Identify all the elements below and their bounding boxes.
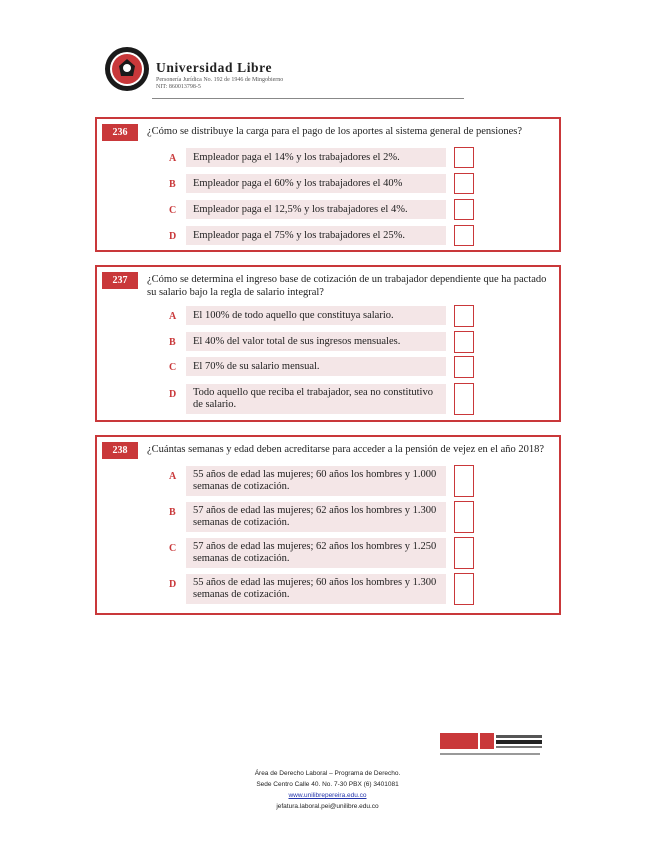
answer-checkbox-238-d[interactable] xyxy=(454,573,474,605)
option-letter: A xyxy=(169,153,177,164)
footer-department: Área de Derecho Laboral – Programa de Derecho. xyxy=(254,770,401,777)
option-text: El 70% de su salario mensual. xyxy=(193,361,320,372)
option-text: 55 años de edad las mujeres; 60 años los hombres y 1.300 semanas de cotización. xyxy=(193,577,437,600)
university-name: Universidad Libre xyxy=(156,60,273,75)
side-vertical-mark xyxy=(549,728,557,768)
university-seal-logo xyxy=(104,46,150,92)
option-text: Empleador paga el 60% y los trabajadores el 40% xyxy=(193,178,403,189)
option-letter: A xyxy=(169,471,177,482)
option-letter: B xyxy=(169,179,176,190)
question-card-236 xyxy=(95,117,561,252)
footer-website-row xyxy=(0,792,655,799)
option-letter: C xyxy=(169,362,177,373)
option-letter: B xyxy=(169,337,176,348)
question-number: 236 xyxy=(102,124,138,141)
answer-checkbox-237-a[interactable] xyxy=(454,305,474,327)
option-letter: C xyxy=(169,543,177,554)
option-letter: D xyxy=(169,389,177,400)
footer-email[interactable]: jefatura.laboral.pei@unilibre.edu.co xyxy=(276,803,379,810)
option-text: 57 años de edad las mujeres; 62 años los hombres y 1.300 semanas de cotización. xyxy=(193,505,437,528)
option-text: Empleador paga el 75% y los trabajadores el 25%. xyxy=(193,230,405,241)
answer-checkbox-237-b[interactable] xyxy=(454,331,474,353)
option-text: Empleador paga el 14% y los trabajadores el 2%. xyxy=(193,152,400,163)
option-letter: A xyxy=(169,311,177,322)
option-text: 55 años de edad las mujeres; 60 años los hombres y 1.000 semanas de cotización. xyxy=(193,469,437,492)
option-text: El 40% del valor total de sus ingresos mensuales. xyxy=(193,336,401,347)
answer-checkbox-236-b[interactable] xyxy=(454,173,474,194)
header-divider xyxy=(152,98,464,99)
option-text: Empleador paga el 12,5% y los trabajadores el 4%. xyxy=(193,204,408,215)
university-subtitle xyxy=(156,77,283,91)
option-letter: B xyxy=(169,507,176,518)
answer-checkbox-236-d[interactable] xyxy=(454,225,474,246)
option-text: El 100% de todo aquello que constituya salario. xyxy=(193,310,394,321)
answer-checkbox-237-d[interactable] xyxy=(454,383,474,415)
footer-website-link[interactable]: www.unilibrepereira.edu.co xyxy=(288,792,367,799)
option-letter: D xyxy=(169,579,177,590)
question-text: ¿Cuántas semanas y edad deben acreditarse para acceder a la pensión de vejez en el año 2018? xyxy=(147,444,545,455)
answer-checkbox-238-c[interactable] xyxy=(454,537,474,569)
option-text: 57 años de edad las mujeres; 62 años los hombres y 1.250 semanas de cotización. xyxy=(193,541,437,564)
answer-checkbox-238-a[interactable] xyxy=(454,465,474,497)
option-letter: C xyxy=(169,205,177,216)
answer-checkbox-236-c[interactable] xyxy=(454,199,474,220)
question-number: 237 xyxy=(102,272,138,289)
subtitle-line-2: NIT: 860013798-5 xyxy=(156,84,201,90)
question-card-238 xyxy=(95,435,561,615)
answer-checkbox-238-b[interactable] xyxy=(454,501,474,533)
option-letter: D xyxy=(169,231,177,242)
subtitle-line-1: Personería Jurídica No. 192 de 1946 de Mingobierno xyxy=(156,77,284,83)
option-text: Todo aquello que reciba el trabajador, sea no constitutivo de salario. xyxy=(193,387,433,410)
question-card-237 xyxy=(95,265,561,422)
question-number: 238 xyxy=(102,442,138,459)
question-text: ¿Cómo se determina el ingreso base de cotización de un trabajador dependiente que ha pactado su salario bajo la regla de salario integral? xyxy=(147,274,547,298)
footer-address: Sede Centro Calle 40. No. 7-30 PBX (6) 3401081 xyxy=(256,781,399,788)
question-text: ¿Cómo se distribuye la carga para el pago de los aportes al sistema general de pensiones? xyxy=(147,126,523,137)
answer-checkbox-236-a[interactable] xyxy=(454,147,474,168)
footer-logos xyxy=(440,729,544,759)
answer-checkbox-237-c[interactable] xyxy=(454,356,474,378)
